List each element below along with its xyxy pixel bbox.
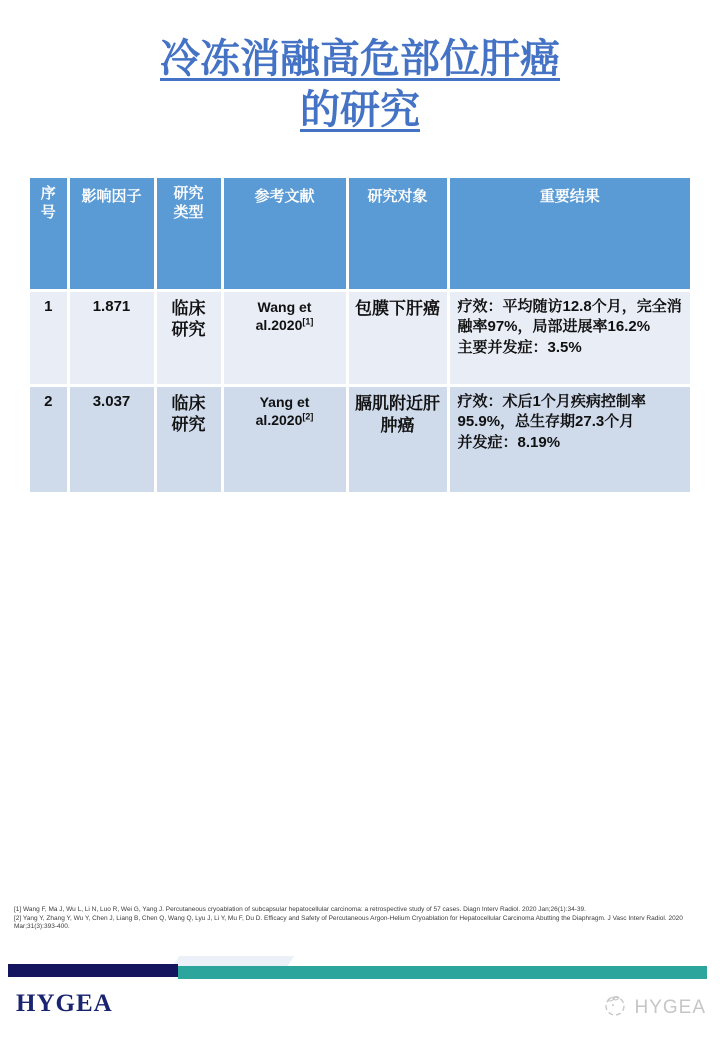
title-line-1: 冷冻消融高危部位肝癌	[160, 37, 560, 81]
reference-superscript: [1]	[302, 316, 314, 327]
header-serial: 序号	[30, 178, 68, 291]
cell-study-type: 临床研究	[155, 291, 222, 386]
cell-impact-factor: 3.037	[68, 386, 155, 493]
table-row	[30, 291, 690, 386]
cell-subject: 包膜下肝癌	[347, 291, 448, 386]
header-impact-factor: 影响因子	[68, 178, 155, 291]
header-study-type: 研究类型	[155, 178, 222, 291]
header-key-results: 重要结果	[448, 178, 690, 291]
page-title	[0, 34, 720, 136]
cell-reference: Wang et al.2020[1]	[222, 291, 347, 386]
result-complication: 主要并发症：3.5%	[457, 338, 582, 356]
result-efficacy: 疗效：术后1个月疾病控制率95.9%，总生存期27.3个月	[457, 393, 646, 431]
cell-impact-factor: 1.871	[68, 291, 155, 386]
table-header-row	[30, 178, 690, 291]
hygea-logo-text: HYGEA	[16, 990, 113, 1017]
footer-bar-teal	[178, 966, 707, 979]
cell-serial: 1	[30, 291, 68, 386]
study-table	[30, 178, 690, 492]
cell-key-results	[448, 386, 690, 493]
footnote-2: [2] Yang Y, Zhang Y, Wu Y, Chen J, Liang B, Chen Q, Wang Q, Lyu J, Li Y, Mu F, Du D. Efficacy and Safety of Percutaneous Argon-Helium Cryoablation for Hepatocellular Carcinoma Abutting the Diaphragm. J Vasc Interv Radiol. 2020 Mar;31(3):393-400.	[14, 914, 683, 930]
cell-study-type: 临床研究	[155, 386, 222, 493]
cell-serial: 2	[30, 386, 68, 493]
reference-superscript: [2]	[302, 411, 314, 422]
footnotes	[14, 906, 712, 932]
table-row	[30, 386, 690, 493]
hygea-emblem-icon	[602, 992, 628, 1023]
header-reference: 参考文献	[222, 178, 347, 291]
cell-subject: 膈肌附近肝肿癌	[347, 386, 448, 493]
result-complication: 并发症：8.19%	[457, 433, 561, 451]
footer-bar-navy	[8, 964, 178, 977]
hygea-watermark	[602, 992, 706, 1023]
footer-bar-highlight	[172, 956, 294, 966]
cell-key-results	[448, 291, 690, 386]
title-line-2: 的研究	[300, 88, 420, 133]
header-subject: 研究对象	[347, 178, 448, 291]
footnote-1: [1] Wang F, Ma J, Wu L, Li N, Luo R, Wei G, Yang J. Percutaneous cryoablation of subcapsular hepatocellular carcinoma: a retrospective study of 57 cases. Diagn Interv Radiol. 2020 Jan;26(1):34-39.	[14, 906, 586, 913]
watermark-label: HYGEA	[634, 996, 706, 1018]
cell-reference: Yang et al.2020[2]	[222, 386, 347, 493]
result-efficacy: 疗效：平均随访12.8个月，完全消融率97%，局部进展率16.2%	[457, 298, 682, 336]
